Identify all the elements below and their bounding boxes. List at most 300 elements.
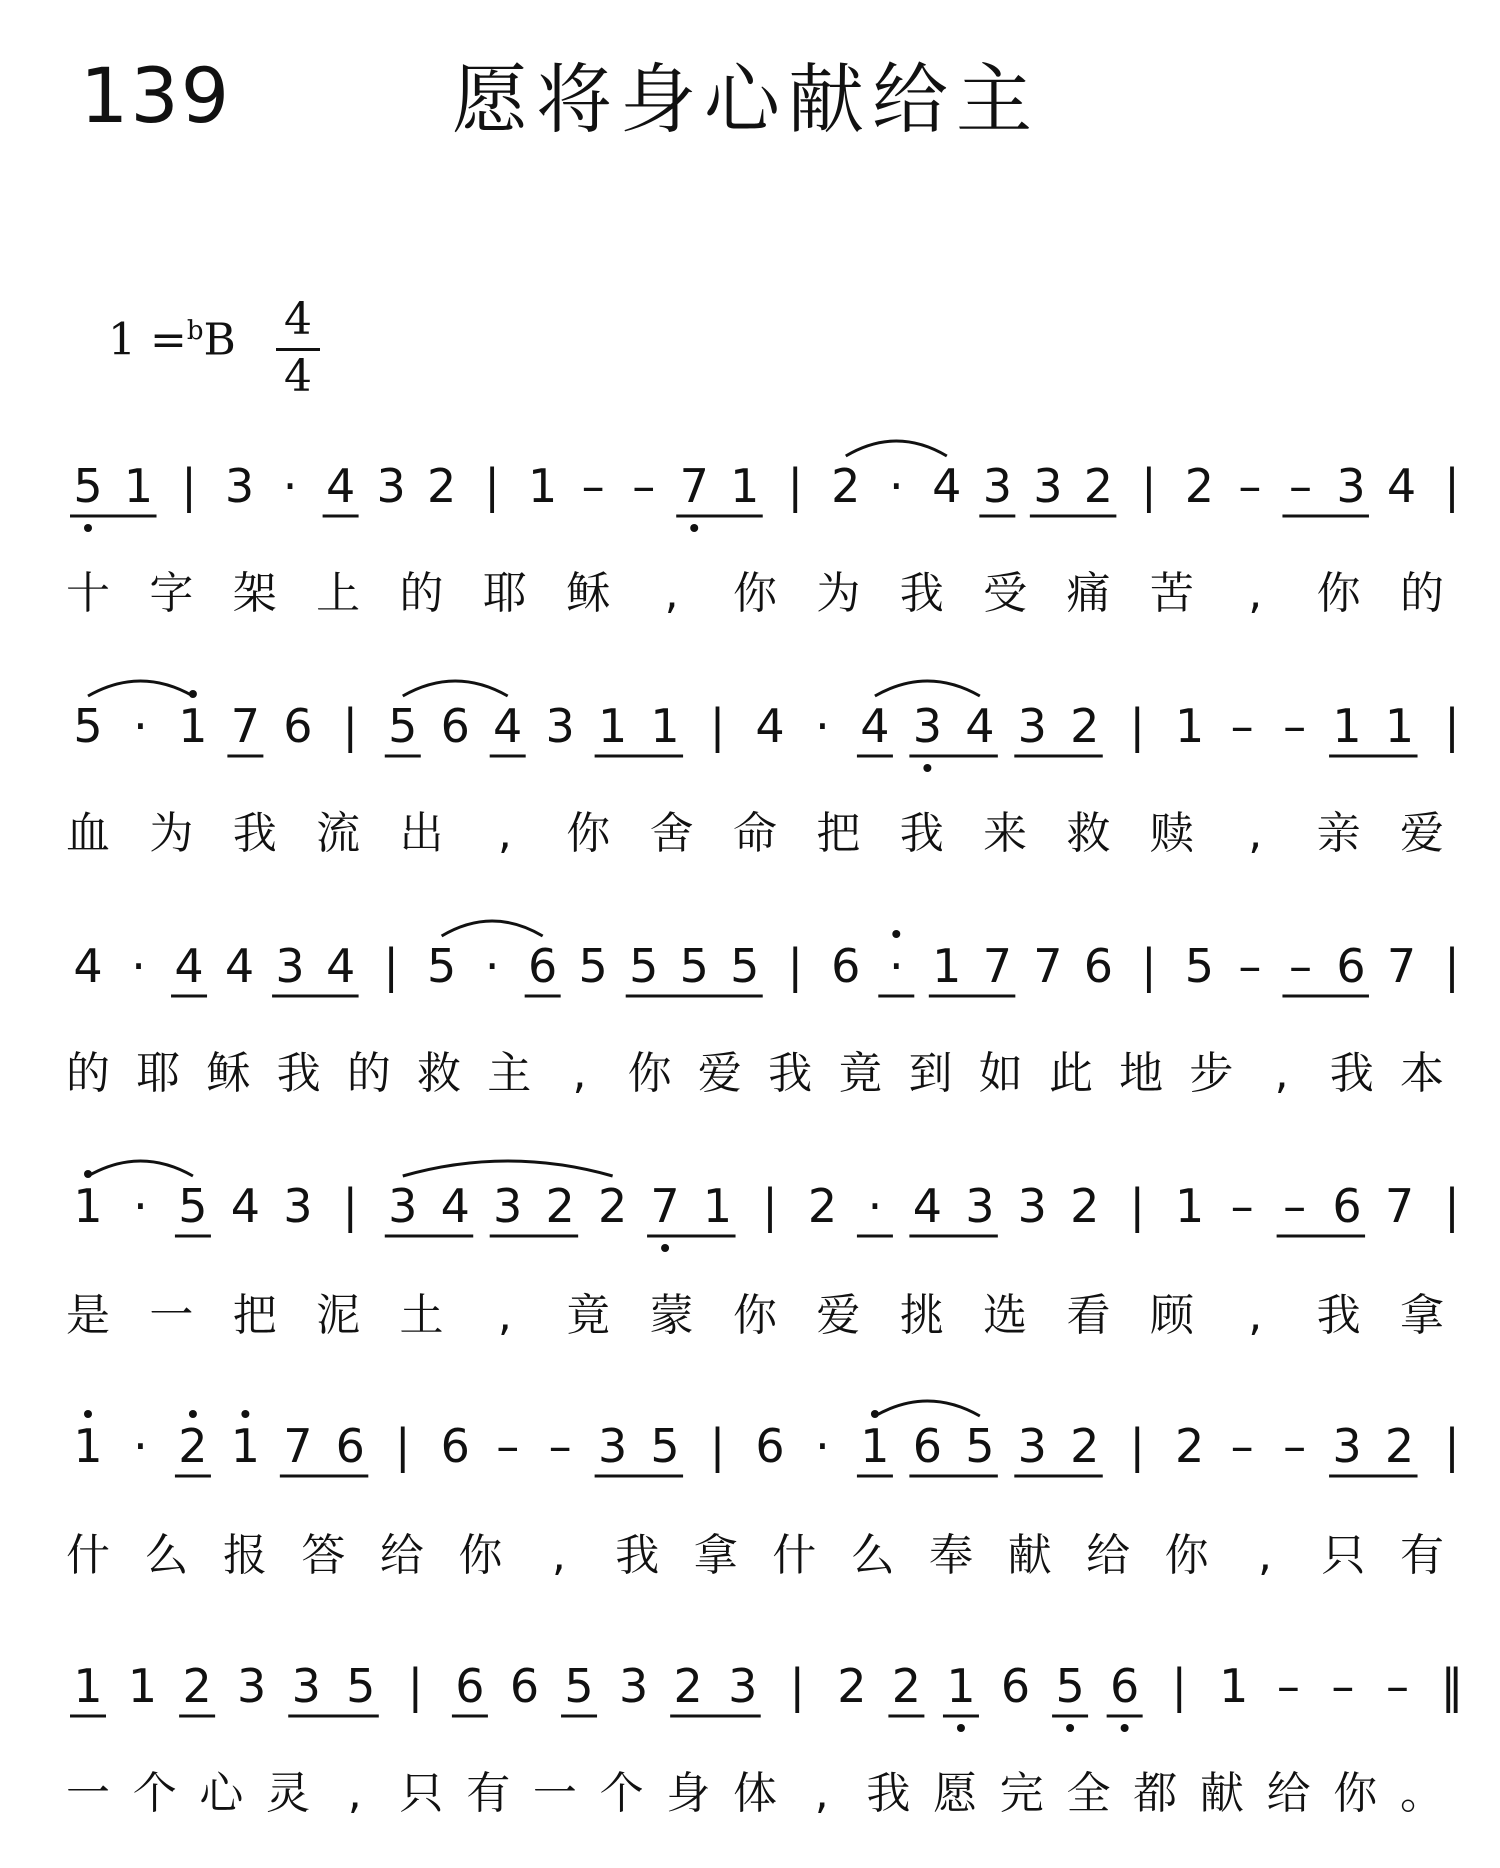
lyric-char: 身 xyxy=(666,1768,711,1819)
note: 1 xyxy=(230,1419,261,1473)
barline: | xyxy=(1444,459,1460,513)
note: 6 xyxy=(1083,939,1114,993)
note: 2 xyxy=(1070,1419,1100,1473)
note: 5 xyxy=(650,1419,680,1473)
lyric-char: 我 xyxy=(899,808,944,859)
lyric-char: 我 xyxy=(1329,1048,1374,1099)
note: 1 xyxy=(650,699,680,753)
lyric-char: 拿 xyxy=(693,1530,738,1581)
note: 2 xyxy=(831,459,861,513)
dot: · xyxy=(133,699,148,753)
octave-dot-low xyxy=(690,524,698,532)
note: 2 xyxy=(837,1659,867,1713)
lyric-char: 我 xyxy=(1316,1290,1361,1341)
barline: | xyxy=(789,1659,806,1713)
note: 5 xyxy=(629,939,659,993)
note: 6 xyxy=(283,699,313,753)
lyric-char: 选 xyxy=(983,1290,1028,1341)
barline: | xyxy=(1444,1419,1460,1473)
lyric-char: , xyxy=(497,1290,512,1341)
lyric-char: 一 xyxy=(532,1768,577,1819)
lyric-char: 你 xyxy=(733,568,777,619)
lyric-char: 命 xyxy=(733,808,777,859)
note: 1 xyxy=(860,1419,890,1473)
lyric-char: 拿 xyxy=(1400,1290,1444,1341)
note: 2 xyxy=(1384,1419,1415,1473)
octave-dot-high xyxy=(871,1410,879,1418)
note: 3 xyxy=(912,699,943,753)
barline: | xyxy=(342,699,359,753)
lyric-char: 救 xyxy=(417,1048,462,1099)
note: 5 xyxy=(730,939,760,993)
barline: | xyxy=(1444,699,1460,753)
note: 7 xyxy=(650,1179,680,1233)
barline: | xyxy=(1444,939,1460,993)
note: 1 xyxy=(127,1659,158,1713)
lyric-char: 泥 xyxy=(316,1290,361,1341)
note: 5 xyxy=(178,1179,208,1233)
note: 1 xyxy=(702,1179,733,1233)
octave-dot-low xyxy=(84,524,92,532)
slur xyxy=(403,1161,613,1176)
octave-dot-high xyxy=(189,690,197,698)
note: 5 xyxy=(1184,939,1215,993)
dash: – xyxy=(1331,1659,1355,1713)
lyric-char: 我 xyxy=(768,1048,813,1099)
lyric-char: 我 xyxy=(615,1530,660,1581)
lyric-char: 亲 xyxy=(1316,808,1361,859)
note: 3 xyxy=(291,1659,321,1713)
note: 1 xyxy=(730,459,760,513)
lyric-char: 的 xyxy=(66,1048,110,1099)
note: 5 xyxy=(73,699,103,753)
lyric-char: 出 xyxy=(399,808,444,859)
hymn-title: 愿将身心献给主 xyxy=(452,55,1040,144)
lyric-char: 血 xyxy=(66,808,110,859)
note: 7 xyxy=(982,939,1012,993)
lyric-char: 你 xyxy=(566,808,611,859)
note: 4 xyxy=(230,1179,261,1233)
lyric-char: 耶 xyxy=(482,568,527,619)
note: 3 xyxy=(493,1179,523,1233)
dot: · xyxy=(888,459,904,513)
dash: – xyxy=(1276,1659,1300,1713)
note: 2 xyxy=(673,1659,703,1713)
note: 3 xyxy=(283,1179,313,1233)
dash: – xyxy=(632,459,656,513)
dash: – xyxy=(548,1419,572,1473)
lyric-char: 耶 xyxy=(136,1048,181,1099)
lyric-char: 你 xyxy=(733,1290,777,1341)
note: 3 xyxy=(275,939,305,993)
barline: | xyxy=(787,459,804,513)
note: 6 xyxy=(1000,1659,1031,1713)
note: 2 xyxy=(1070,1179,1100,1233)
lyric-char: 痛 xyxy=(1066,568,1111,619)
note: 3 xyxy=(982,459,1012,513)
note: 3 xyxy=(618,1659,649,1713)
dash: – xyxy=(496,1419,520,1473)
dot: · xyxy=(282,459,298,513)
barline: | xyxy=(1129,1179,1145,1233)
note: 2 xyxy=(182,1659,212,1713)
note: 6 xyxy=(912,1419,943,1473)
note: 6 xyxy=(755,1419,785,1473)
lyric-char: 救 xyxy=(1066,808,1111,859)
lyric-char: 本 xyxy=(1400,1048,1444,1099)
note: 2 xyxy=(1083,459,1114,513)
dash: – xyxy=(1283,1179,1307,1233)
lyric-char: 是 xyxy=(66,1290,110,1341)
lyric-char: 顾 xyxy=(1149,1290,1194,1341)
lyric-char: 奉 xyxy=(929,1530,974,1581)
lyric-char: 个 xyxy=(599,1768,644,1819)
lyric-char: 稣 xyxy=(566,568,611,619)
octave-dot-low xyxy=(957,1724,965,1732)
octave-dot-high xyxy=(241,1410,249,1418)
lyric-char: , xyxy=(572,1048,587,1099)
lyric-char: 步 xyxy=(1189,1048,1234,1099)
dash: – xyxy=(1230,1179,1254,1233)
lyric-char: 的 xyxy=(1400,568,1444,619)
lyric-char: 你 xyxy=(627,1048,672,1099)
lyric-char: 有 xyxy=(466,1768,511,1819)
key-equals: = xyxy=(150,314,187,366)
lyric-char: 把 xyxy=(816,808,861,859)
octave-dot-low xyxy=(1121,1724,1129,1732)
note: 6 xyxy=(1109,1659,1140,1713)
barline: | xyxy=(1171,1659,1187,1713)
lyric-char: 舍 xyxy=(649,808,694,859)
lyric-char: , xyxy=(1248,808,1263,859)
barline: | xyxy=(407,1659,424,1713)
note: 1 xyxy=(1175,1179,1205,1233)
slur xyxy=(88,681,193,696)
note: 7 xyxy=(1033,939,1063,993)
octave-dot-high xyxy=(892,930,900,938)
note: 6 xyxy=(440,699,470,753)
note: 2 xyxy=(1184,459,1215,513)
note: 2 xyxy=(807,1179,838,1233)
lyric-char: , xyxy=(1258,1530,1273,1581)
barline: | xyxy=(383,939,399,993)
note: 3 xyxy=(376,459,406,513)
final-barline: ‖ xyxy=(1440,1659,1464,1713)
barline: | xyxy=(709,1419,726,1473)
lyric-char: 稣 xyxy=(206,1048,251,1099)
lyric-char: 为 xyxy=(816,568,861,619)
octave-dot-high xyxy=(189,1410,197,1418)
note: 5 xyxy=(679,939,709,993)
octave-dot-low xyxy=(1066,1724,1074,1732)
note: 5 xyxy=(388,699,418,753)
dash: – xyxy=(1238,939,1262,993)
note: 1 xyxy=(1332,699,1362,753)
note: 7 xyxy=(230,699,261,753)
note: 5 xyxy=(564,1659,594,1713)
note: 5 xyxy=(346,1659,376,1713)
note: 6 xyxy=(335,1419,365,1473)
note: 2 xyxy=(426,459,457,513)
note: 1 xyxy=(946,1659,976,1713)
note: 4 xyxy=(325,939,356,993)
barline: | xyxy=(1129,699,1145,753)
note: 3 xyxy=(224,459,255,513)
lyric-char: 什 xyxy=(772,1530,817,1581)
note: 5 xyxy=(426,939,457,993)
barline: | xyxy=(1141,459,1157,513)
dash: – xyxy=(1283,1419,1307,1473)
lyric-char: , xyxy=(1274,1048,1289,1099)
lyric-char: 。 xyxy=(1400,1768,1444,1819)
note: 1 xyxy=(932,939,962,993)
lyric-char: 爱 xyxy=(697,1048,742,1099)
lyric-char: 么 xyxy=(144,1530,189,1581)
note: 2 xyxy=(178,1419,208,1473)
key-name: B xyxy=(203,314,236,366)
dot: · xyxy=(484,939,500,993)
note: 3 xyxy=(728,1659,758,1713)
lyric-char: 的 xyxy=(346,1048,391,1099)
lyric-char: 我 xyxy=(866,1768,911,1819)
dash: – xyxy=(581,459,605,513)
lyric-char: 挑 xyxy=(899,1290,944,1341)
note: 5 xyxy=(73,459,103,513)
note: 4 xyxy=(755,699,785,753)
lyric-char: 土 xyxy=(399,1290,444,1341)
flat-symbol: b xyxy=(186,316,204,346)
barline: | xyxy=(342,1179,359,1233)
note: 5 xyxy=(1055,1659,1085,1713)
note: 6 xyxy=(831,939,861,993)
lyric-char: 献 xyxy=(1199,1768,1244,1819)
note: 7 xyxy=(679,459,709,513)
dot: · xyxy=(133,1419,148,1473)
time-signature-bottom: 4 xyxy=(284,351,312,402)
note: 1 xyxy=(123,459,154,513)
lyric-char: 赎 xyxy=(1149,808,1194,859)
note: 6 xyxy=(1332,1179,1362,1233)
hymn-number: 139 xyxy=(80,51,232,140)
dot: · xyxy=(815,699,830,753)
lyric-char: 给 xyxy=(1266,1768,1311,1819)
barline: | xyxy=(787,939,804,993)
lyric-char: 愿 xyxy=(933,1768,978,1819)
lyric-char: 你 xyxy=(1333,1768,1378,1819)
barline: | xyxy=(1129,1419,1145,1473)
note: 2 xyxy=(1175,1419,1205,1473)
dash: – xyxy=(1288,459,1312,513)
note: 5 xyxy=(578,939,608,993)
note: 2 xyxy=(545,1179,575,1233)
lyric-char: 一 xyxy=(149,1290,194,1341)
barline: | xyxy=(484,459,500,513)
lyric-char: 心 xyxy=(199,1768,244,1819)
lyric-char: 到 xyxy=(908,1048,953,1099)
lyric-char: 字 xyxy=(149,568,194,619)
dot: · xyxy=(131,939,146,993)
lyric-char: 把 xyxy=(232,1290,277,1341)
lyric-char: 十 xyxy=(66,568,110,619)
lyric-char: 地 xyxy=(1119,1048,1164,1099)
dot: · xyxy=(133,1179,148,1233)
barline: | xyxy=(1444,1179,1460,1233)
lyric-char: 苦 xyxy=(1149,568,1194,619)
note: 4 xyxy=(224,939,255,993)
lyric-char: 的 xyxy=(399,568,444,619)
lyric-char: 上 xyxy=(316,568,361,619)
note: 4 xyxy=(860,699,890,753)
dot: · xyxy=(815,1419,830,1473)
dash: – xyxy=(1385,1659,1409,1713)
note: 4 xyxy=(932,459,962,513)
lyric-char: 答 xyxy=(301,1530,346,1581)
slur xyxy=(88,1161,193,1176)
lyric-char: 什 xyxy=(66,1530,110,1581)
lyric-char: 架 xyxy=(232,568,277,619)
lyric-char: 个 xyxy=(132,1768,177,1819)
note: 4 xyxy=(325,459,356,513)
lyric-char: 爱 xyxy=(1400,808,1444,859)
note: 6 xyxy=(440,1419,470,1473)
note: 1 xyxy=(178,699,208,753)
dash: – xyxy=(1288,939,1312,993)
note: 1 xyxy=(1219,1659,1249,1713)
note: 1 xyxy=(73,1419,103,1473)
note: 6 xyxy=(509,1659,540,1713)
note: 3 xyxy=(1332,1419,1362,1473)
barline: | xyxy=(181,459,197,513)
lyric-char: 你 xyxy=(1164,1530,1209,1581)
slur xyxy=(875,681,980,696)
lyric-char: 只 xyxy=(1321,1530,1366,1581)
lyric-char: 来 xyxy=(983,808,1028,859)
lyric-char: 如 xyxy=(978,1048,1023,1099)
lyric-char: , xyxy=(1248,568,1263,619)
barline: | xyxy=(709,699,726,753)
note: 3 xyxy=(1017,1419,1047,1473)
lyric-char: 体 xyxy=(733,1768,777,1819)
note: 4 xyxy=(73,939,103,993)
note: 1 xyxy=(73,1179,103,1233)
lyric-char: 我 xyxy=(276,1048,321,1099)
barline: | xyxy=(395,1419,411,1473)
slur xyxy=(442,921,543,936)
note: 4 xyxy=(493,699,523,753)
lyric-char: 流 xyxy=(316,808,361,859)
barline: | xyxy=(1141,939,1157,993)
lyric-char: 灵 xyxy=(266,1768,311,1819)
note: 3 xyxy=(1033,459,1063,513)
octave-dot-high xyxy=(84,1170,92,1178)
note: 1 xyxy=(73,1659,103,1713)
lyric-char: 给 xyxy=(1086,1530,1131,1581)
note: 3 xyxy=(545,699,575,753)
lyric-char: , xyxy=(1248,1290,1263,1341)
lyric-char: 只 xyxy=(399,1768,444,1819)
dash: – xyxy=(1230,1419,1254,1473)
note: 3 xyxy=(1017,699,1047,753)
barline: | xyxy=(762,1179,778,1233)
lyric-char: 全 xyxy=(1066,1768,1111,1819)
lyric-char: 我 xyxy=(232,808,277,859)
note: 1 xyxy=(597,699,628,753)
lyric-char: 完 xyxy=(999,1768,1044,1819)
lyric-char: , xyxy=(664,568,679,619)
key-tonic: 1 xyxy=(108,314,136,366)
note: 2 xyxy=(597,1179,628,1233)
lyric-char: 你 xyxy=(458,1530,503,1581)
note: 3 xyxy=(965,1179,995,1233)
lyric-char: 报 xyxy=(222,1530,267,1581)
lyric-char: 我 xyxy=(899,568,944,619)
note: 4 xyxy=(440,1179,470,1233)
note: 6 xyxy=(528,939,558,993)
slur xyxy=(403,681,508,696)
lyric-char: 此 xyxy=(1048,1048,1093,1099)
note: 1 xyxy=(1384,699,1415,753)
lyric-char: 受 xyxy=(983,568,1028,619)
note: 2 xyxy=(1070,699,1100,753)
lyric-char: 蒙 xyxy=(649,1290,694,1341)
slur xyxy=(875,1401,980,1416)
note: 3 xyxy=(237,1659,267,1713)
lyric-char: 一 xyxy=(66,1768,110,1819)
note: 7 xyxy=(1386,939,1417,993)
lyric-char: , xyxy=(497,808,512,859)
note: 4 xyxy=(912,1179,943,1233)
lyric-char: 给 xyxy=(379,1530,424,1581)
lyric-char: 爱 xyxy=(816,1290,861,1341)
lyric-char: , xyxy=(814,1768,829,1819)
octave-dot-low xyxy=(923,764,931,772)
slur xyxy=(846,441,947,456)
note: 4 xyxy=(1386,459,1417,513)
note: 3 xyxy=(597,1419,628,1473)
note: 4 xyxy=(174,939,204,993)
dash: – xyxy=(1283,699,1307,753)
note: 6 xyxy=(455,1659,485,1713)
note: 4 xyxy=(965,699,995,753)
lyric-char: 主 xyxy=(487,1048,532,1099)
note: 3 xyxy=(388,1179,418,1233)
dot: · xyxy=(888,939,904,993)
octave-dot-low xyxy=(661,1244,669,1252)
lyric-char: 为 xyxy=(149,808,194,859)
note: 7 xyxy=(1384,1179,1415,1233)
dash: – xyxy=(1230,699,1254,753)
note: 1 xyxy=(528,459,558,513)
dot: · xyxy=(867,1179,883,1233)
lyric-char: 看 xyxy=(1066,1290,1111,1341)
note: 3 xyxy=(1017,1179,1047,1233)
dash: – xyxy=(1238,459,1262,513)
note: 6 xyxy=(1336,939,1366,993)
lyric-char: 都 xyxy=(1133,1768,1178,1819)
octave-dot-high xyxy=(84,1410,92,1418)
lyric-char: 献 xyxy=(1007,1530,1052,1581)
time-signature-top: 4 xyxy=(284,294,312,345)
note: 7 xyxy=(283,1419,313,1473)
note: 3 xyxy=(1336,459,1366,513)
note: 1 xyxy=(1175,699,1205,753)
note: 5 xyxy=(965,1419,995,1473)
lyric-char: 你 xyxy=(1316,568,1361,619)
note: 2 xyxy=(891,1659,922,1713)
lyric-char: 竟 xyxy=(566,1290,611,1341)
lyric-char: 有 xyxy=(1400,1530,1444,1581)
lyric-char: 么 xyxy=(850,1530,895,1581)
